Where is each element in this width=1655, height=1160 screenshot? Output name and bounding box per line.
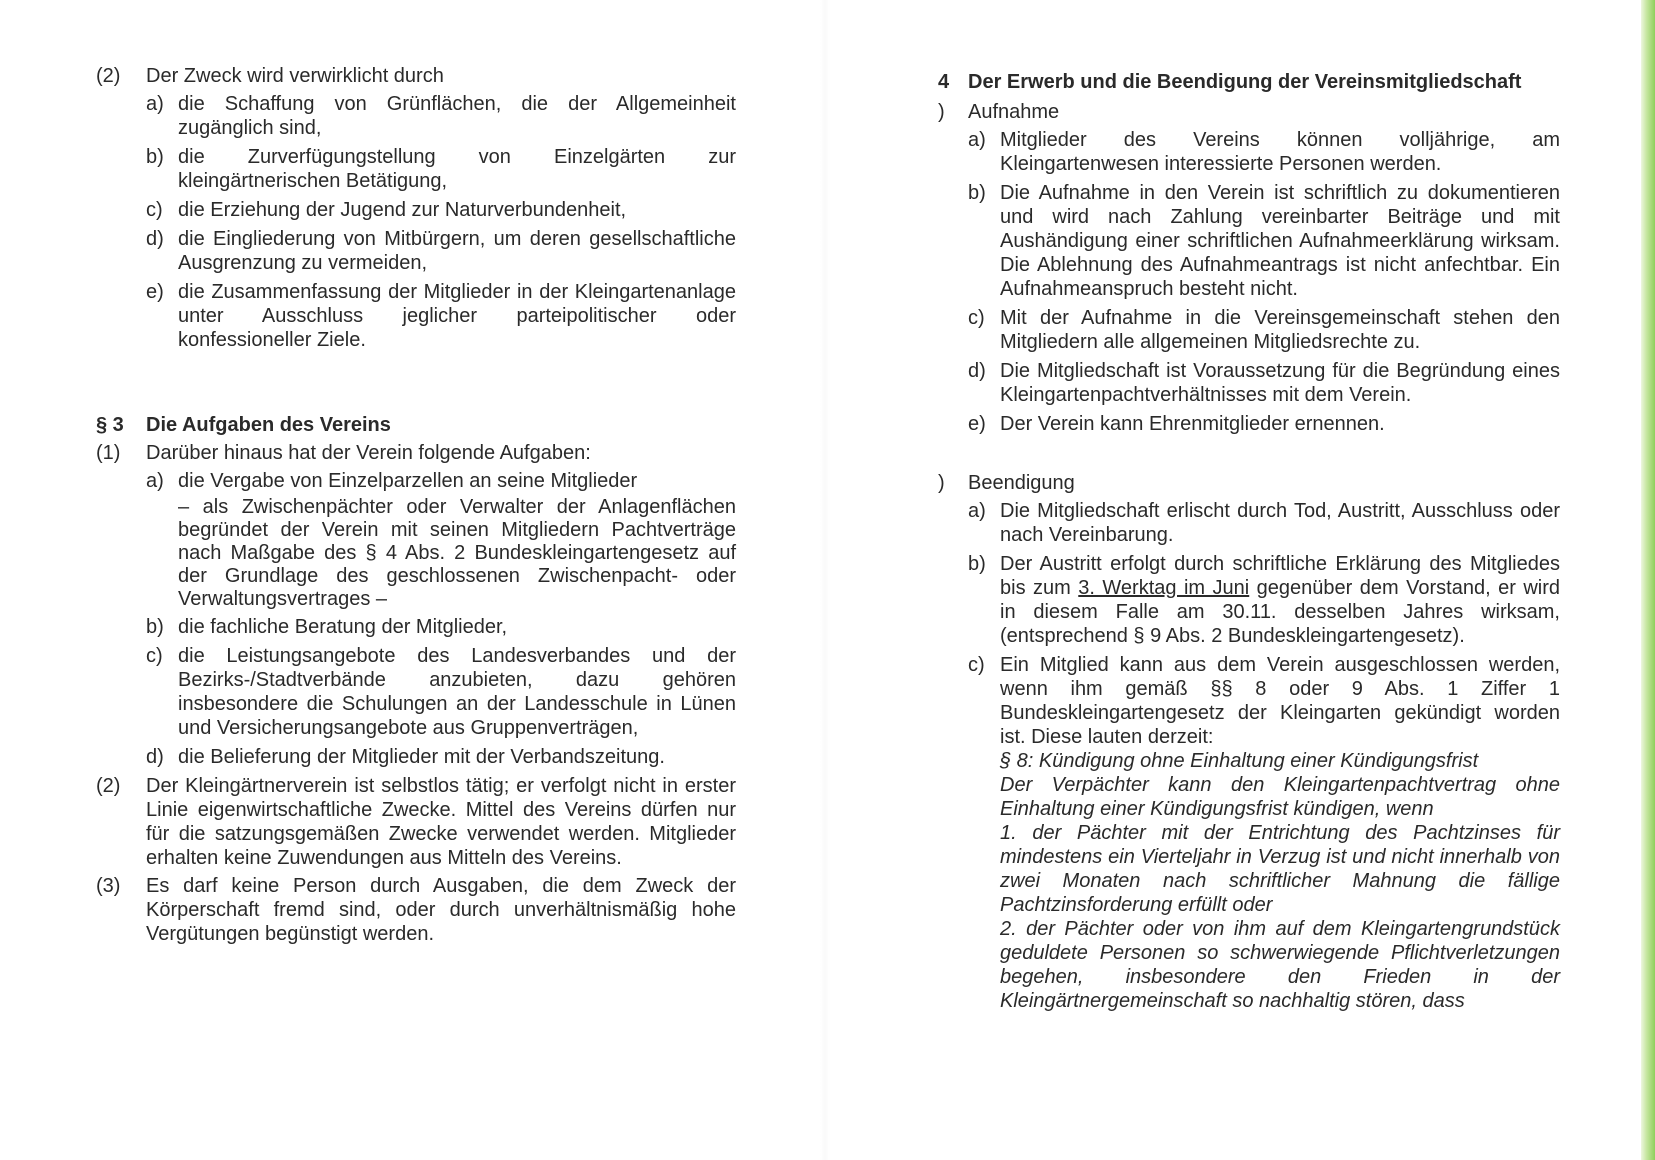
paragraph-intro: Der Zweck wird verwirklicht durch: [146, 65, 444, 87]
subsection-title: Beendigung: [968, 472, 1075, 494]
list-item: [968, 128, 1560, 176]
paragraph-intro: Darüber hinaus hat der Verein folgende Aufgaben:: [146, 442, 591, 464]
legal-quote: [1000, 749, 1560, 1013]
item-label: a): [968, 500, 986, 522]
item-text: die fachliche Beratung der Mitglieder,: [178, 616, 508, 638]
item-label: d): [146, 228, 164, 250]
item-text: die Erziehung der Jugend zur Naturverbundenheit,: [178, 199, 627, 221]
item-text-part: gegenüber dem Vorstand, er wird in diesem Falle am 30.11. desselben Jahres wirksam, (entsprechend § 9 Abs. 2 Bundeskleingartengesetz).: [1000, 577, 1560, 647]
item-text: die Eingliederung von Mitbürgern, um deren gesellschaftliche Ausgrenzung zu vermeiden,: [178, 228, 736, 274]
item-text: die Belieferung der Mitglieder mit der Verbandszeitung.: [178, 746, 665, 768]
section-title: Die Aufgaben des Vereins: [146, 414, 391, 436]
list-item: [146, 280, 736, 352]
item-label: a): [146, 470, 164, 492]
paragraph-text: Der Kleingärtnerverein ist selbstlos tätig; er verfolgt nicht in erster Linie eigenwirtschaftliche Zwecke. Mittel des Vereins dürfen nur für die satzungsgemäßen Zwecke verwendet werden. Mitglieder erhalten keine Zuwendungen aus Mitteln des Vereins.: [146, 775, 736, 869]
item-text: die Zurverfügungstellung von Einzelgärten zur kleingärtnerischen Betätigung,: [178, 146, 736, 192]
underlined-deadline: 3. Werktag im Juni: [1078, 577, 1250, 599]
list-item: [146, 615, 736, 639]
item-text: Die Aufnahme in den Verein ist schriftlich zu dokumentieren und wird nach Zahlung vereinbarter Beiträge und mit Aushändigung einer schriftlichen Aufnahmeerklärung wirksam. Die Ablehnung des Aufnahmeantrags ist nicht anfechtbar. Ein Aufnahmeanspruch besteht nicht.: [1000, 182, 1560, 300]
list-item: [968, 552, 1560, 648]
item-label: c): [146, 645, 163, 667]
list-item: [146, 145, 736, 193]
item-label: d): [146, 746, 164, 768]
paragraph-1-tasks: [96, 441, 736, 465]
paragraph-number: ): [938, 472, 945, 494]
item-text: Die Mitgliedschaft ist Voraussetzung für die Begründung eines Kleingartenpachtverhältnisses mit dem Verein.: [1000, 360, 1560, 406]
item-text: die Zusammenfassung der Mitglieder in der Kleingartenanlage unter Ausschluss jeglicher parteipolitischer oder konfessioneller Ziele.: [178, 281, 736, 351]
quote-line: 2. der Pächter oder von ihm auf dem Kleingartengrundstück geduldete Personen so schwerwiegende Pflichtverletzungen begehen, insbesondere den Frieden in der Kleingärtnergemeinschaft so nachhaltig stören, dass: [1000, 918, 1560, 1012]
item-label: c): [968, 307, 985, 329]
list-item: [968, 359, 1560, 407]
quote-line: Der Verpächter kann den Kleingartenpachtvertrag ohne Einhaltung einer Kündigungsfrist kündigen, wenn: [1000, 774, 1560, 820]
item-label: e): [146, 281, 164, 303]
item-text: Ein Mitglied kann aus dem Verein ausgeschlossen werden, wenn ihm gemäß §§ 8 oder 9 Abs. 1 Ziffer 1 Bundeskleingartengesetz der Kleingarten gekündigt worden ist. Diese lauten derzeit:: [1000, 654, 1560, 748]
list-item: [968, 412, 1560, 436]
item-text: Der Verein kann Ehrenmitglieder ernennen.: [1000, 413, 1385, 435]
paragraph-number: (2): [96, 775, 121, 797]
item-label: b): [968, 182, 986, 204]
left-page: [96, 64, 736, 950]
paragraph-2-purpose: [96, 64, 736, 88]
item-body: [1000, 653, 1560, 1013]
paragraph-text: Es darf keine Person durch Ausgaben, die dem Zweck der Körperschaft fremd sind, oder durch unverhältnismäßig hohe Vergütungen begünstigt werden.: [146, 875, 736, 945]
right-page: [938, 70, 1560, 1013]
list-item: [146, 745, 736, 769]
subsection-aufnahme: [938, 100, 1560, 124]
page-fold: [820, 0, 830, 1160]
list-item: [146, 198, 736, 222]
list-item: [146, 227, 736, 275]
section-heading-3: [96, 413, 736, 437]
item-text: die Leistungsangebote des Landesverbandes und der Bezirks-/Stadtverbände anzubieten, dazu gehören insbesondere die Schulungen an der Landesschule in Lünen und Versicherungsangebote aus Gruppenverträgen,: [178, 645, 736, 739]
list-item: [968, 306, 1560, 354]
item-label: b): [146, 616, 164, 638]
paragraph-number: (2): [96, 65, 121, 87]
section-number: § 3: [96, 414, 124, 436]
item-text: die Vergabe von Einzelparzellen an seine Mitglieder: [178, 470, 638, 492]
section-title: Der Erwerb und die Beendigung der Vereinsmitgliedschaft: [968, 71, 1522, 93]
paragraph-number: (3): [96, 875, 121, 897]
item-label: e): [968, 413, 986, 435]
subsection-title: Aufnahme: [968, 101, 1060, 123]
list-item: [968, 181, 1560, 301]
list-item: [146, 469, 736, 493]
item-text: Mitglieder des Vereins können volljährige, am Kleingartenwesen interessierte Personen werden.: [1000, 129, 1560, 175]
paragraph-3-no-benefits: [96, 874, 736, 946]
subsection-beendigung: [938, 471, 1560, 495]
item-label: a): [146, 93, 164, 115]
list-item: [968, 499, 1560, 547]
item-subtext: – als Zwischenpächter oder Verwalter der Anlagenflächen begründet der Verein mit seinen Mitgliedern Pachtverträge nach Maßgabe des § 4 Abs. 2 Bundeskleingartengesetz auf der Grundlage des geschlossenen Zwischenpacht- oder Verwaltungsvertrages –: [178, 496, 736, 610]
paragraph-2-selfless: [96, 774, 736, 870]
section-heading-4: [938, 70, 1560, 94]
item-label: c): [968, 654, 985, 676]
item-label: b): [146, 146, 164, 168]
paragraph-number: (1): [96, 442, 121, 464]
list-item: [146, 644, 736, 740]
quote-heading: § 8: Kündigung ohne Einhaltung einer Kündigungsfrist: [1000, 750, 1479, 772]
item-label: d): [968, 360, 986, 382]
item-text: [1000, 552, 1560, 648]
list-item: [146, 92, 736, 140]
section-number: 4: [938, 71, 950, 93]
green-page-edge: [1641, 0, 1655, 1160]
item-label: c): [146, 199, 163, 221]
item-label: a): [968, 129, 986, 151]
quote-line: 1. der Pächter mit der Entrichtung des Pachtzinses für mindestens ein Vierteljahr in Verzug ist und nicht innerhalb von zwei Monaten nach schriftlicher Mahnung die fällige Pachtzinsforderung erfüllt oder: [1000, 822, 1560, 916]
item-text: die Schaffung von Grünflächen, die der Allgemeinheit zugänglich sind,: [178, 93, 736, 139]
paragraph-number: ): [938, 101, 945, 123]
list-item: [968, 653, 1560, 1013]
item-text: Mit der Aufnahme in die Vereinsgemeinschaft stehen den Mitgliedern alle allgemeinen Mitgliedsrechte zu.: [1000, 307, 1560, 353]
item-label: b): [968, 553, 986, 575]
item-text: Die Mitgliedschaft erlischt durch Tod, Austritt, Ausschluss oder nach Vereinbarung.: [1000, 500, 1560, 546]
item-text-part: Der Austritt erfolgt durch schriftliche Erklärung des Mitgliedes bis zum: [1000, 553, 1560, 599]
